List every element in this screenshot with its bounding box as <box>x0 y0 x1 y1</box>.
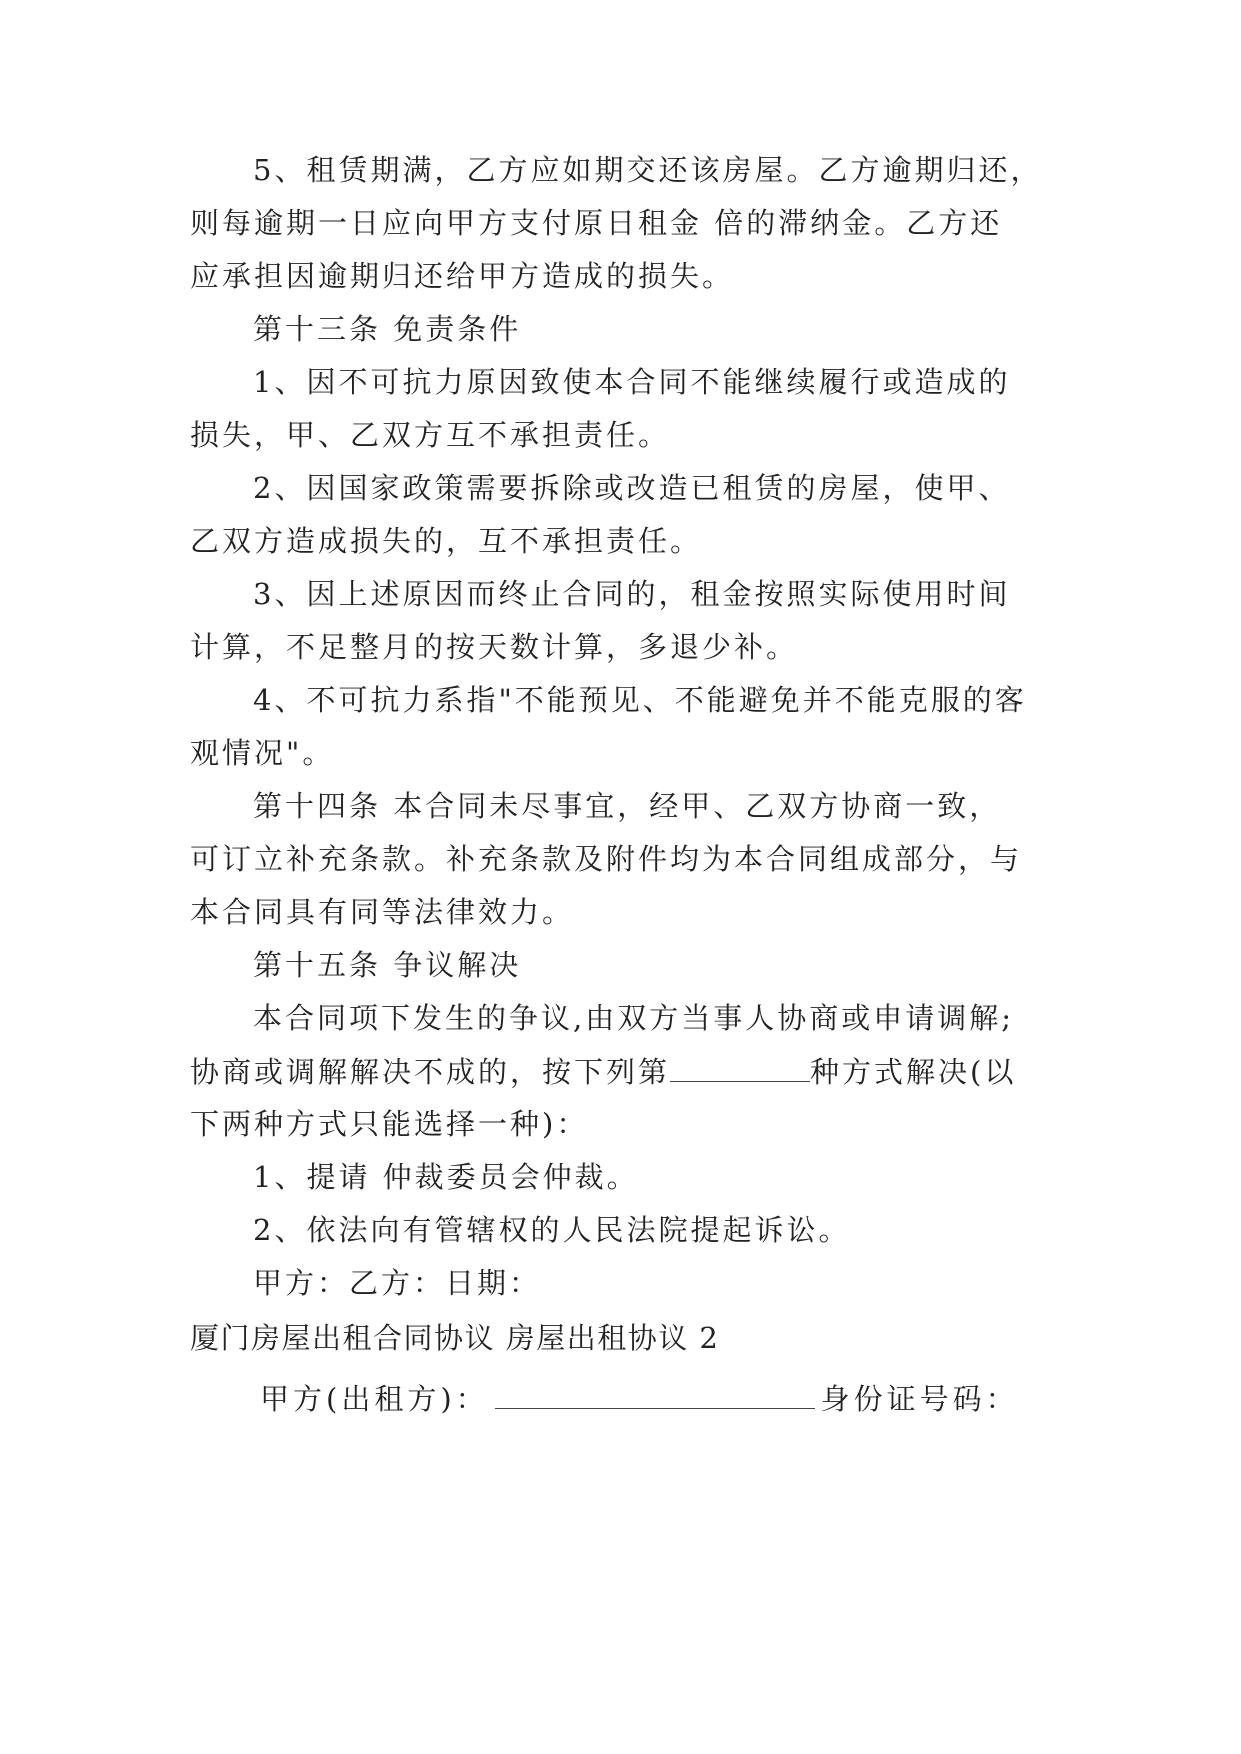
paragraph-line: 1、因不可抗力原因致使本合同不能继续履行或造成的 <box>253 365 1011 399</box>
paragraph-line: 本合同具有同等法律效力。 <box>190 895 575 929</box>
paragraph-line: 应承担因逾期归还给甲方造成的损失。 <box>190 259 735 293</box>
party-line <box>260 1378 1060 1419</box>
id-label: 身份证号码： <box>820 1382 1019 1416</box>
paragraph-line: 损失，甲、乙双方互不承担责任。 <box>190 418 671 452</box>
paragraph-line-with-blank <box>190 1051 1070 1092</box>
fill-in-blank[interactable] <box>495 1378 815 1409</box>
paragraph-text: 种方式解决(以 <box>810 1055 1017 1089</box>
article-heading: 第十四条 本合同未尽事宜，经甲、乙双方协商一致， <box>253 789 1002 823</box>
party-label: 甲方(出租方)： <box>260 1382 489 1416</box>
document-title: 厦门房屋出租合同协议 房屋出租协议 2 <box>190 1321 720 1355</box>
paragraph-line: 观情况"。 <box>190 736 335 770</box>
article-heading: 第十三条 免责条件 <box>253 312 522 346</box>
article-heading: 第十五条 争议解决 <box>253 948 522 982</box>
paragraph-line: 4、不可抗力系指"不能预见、不能避免并不能克服的客 <box>253 683 1027 717</box>
fill-in-blank[interactable] <box>670 1051 810 1082</box>
paragraph-line: 1、提请 仲裁委员会仲裁。 <box>253 1160 639 1194</box>
paragraph-line: 2、因国家政策需要拆除或改造已租赁的房屋，使甲、 <box>253 471 1011 505</box>
paragraph-text: 协商或调解解决不成的，按下列第 <box>190 1055 671 1089</box>
paragraph-line: 本合同项下发生的争议,由双方当事人协商或申请调解; <box>253 1001 1014 1035</box>
signature-line: 甲方：乙方：日期： <box>253 1266 542 1300</box>
paragraph-line: 乙双方造成损失的，互不承担责任。 <box>190 524 703 558</box>
paragraph-line: 计算，不足整月的按天数计算，多退少补。 <box>190 630 799 664</box>
paragraph-line: 2、依法向有管辖权的人民法院提起诉讼。 <box>253 1213 851 1247</box>
paragraph-line: 5、租赁期满，乙方应如期交还该房屋。乙方逾期归还， <box>253 153 1043 187</box>
paragraph-line: 下两种方式只能选择一种)： <box>190 1107 589 1141</box>
paragraph-line: 则每逾期一日应向甲方支付原日租金 倍的滞纳金。乙方还 <box>190 206 1003 240</box>
paragraph-line: 3、因上述原因而终止合同的，租金按照实际使用时间 <box>253 577 1011 611</box>
paragraph-line: 可订立补充条款。补充条款及附件均为本合同组成部分，与 <box>190 842 1023 876</box>
